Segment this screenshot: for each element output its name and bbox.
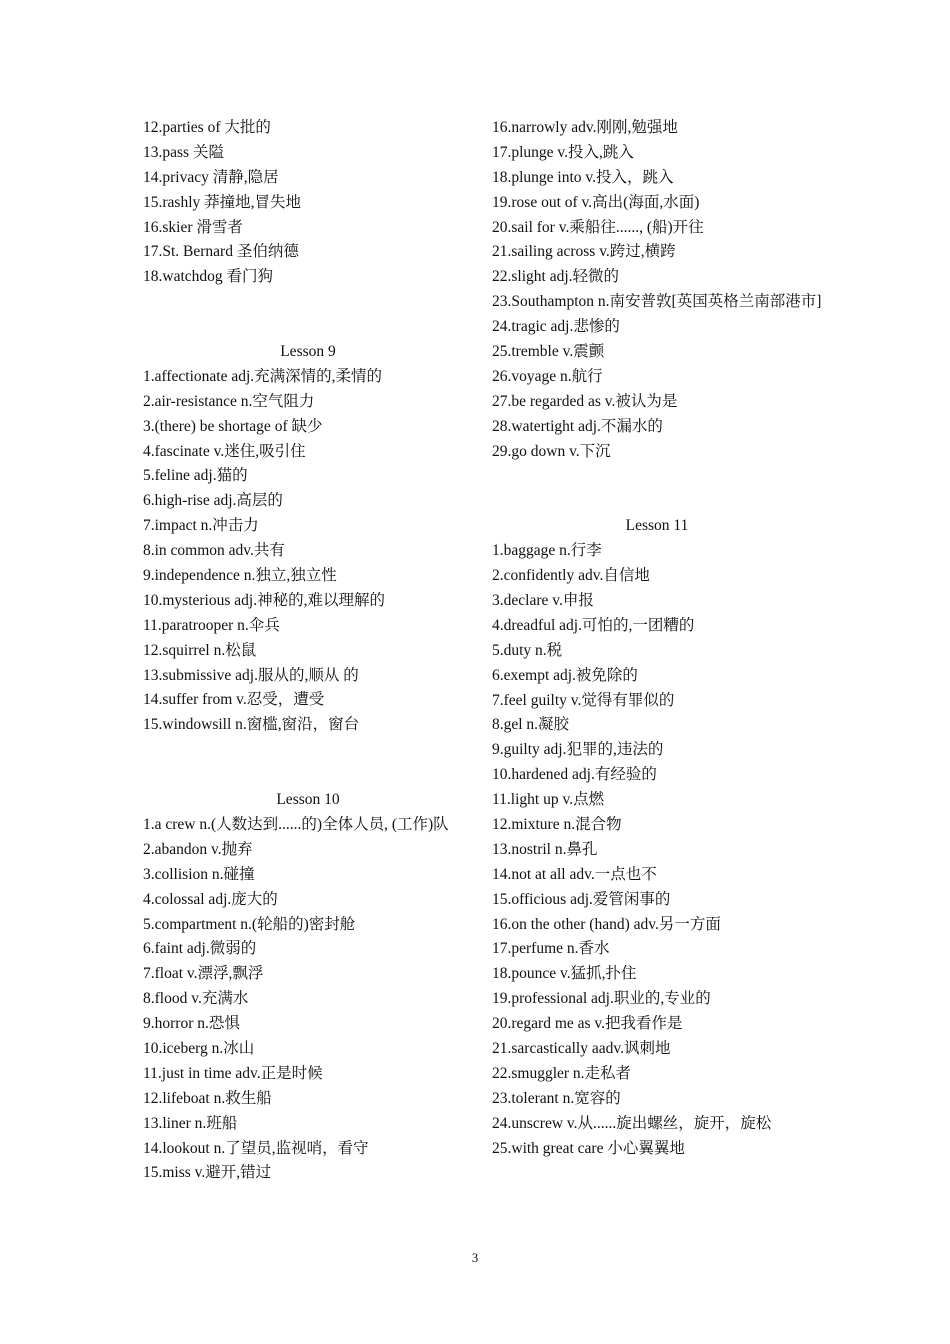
vocab-entry: 13.pass 关隘 [143,143,224,161]
vocab-entry: 7.float v.漂浮,飘浮 [143,965,264,983]
vocab-entry: 16.skier 滑雪者 [143,218,243,236]
vocab-entry: 3.collision n.碰撞 [143,865,255,883]
vocab-entry: 4.colossal adj.庞大的 [143,890,278,908]
lesson-heading: Lesson 11 [625,517,689,535]
vocab-entry: 15.rashly 莽撞地,冒失地 [143,193,302,211]
vocab-entry: 11.light up v.点燃 [492,791,605,809]
vocab-entry: 9.horror n.恐惧 [143,1015,240,1033]
vocab-entry: 6.high-rise adj.高层的 [143,492,283,510]
vocab-entry: 12.mixture n.混合物 [492,815,622,833]
vocab-entry: 12.squirrel n.松鼠 [143,641,257,659]
vocab-entry: 14.not at all adv.一点也不 [492,865,657,883]
page-number: 3 [471,1250,479,1265]
vocab-entry: 3.(there) be shortage of 缺少 [143,417,323,435]
vocab-entry: 7.impact n.冲击力 [143,517,259,535]
vocab-entry: 4.dreadful adj.可怕的,一团糟的 [492,616,695,634]
vocab-entry: 1.baggage n.行李 [492,542,602,560]
spacer [143,315,473,340]
vocab-entry: 17.St. Bernard 圣伯纳德 [143,243,299,261]
vocab-entry: 16.on the other (hand) adv.另一方面 [492,915,721,933]
vocab-entry: 3.declare v.申报 [492,591,594,609]
vocab-entry: 14.suffer from v.忍受，遭受 [143,691,325,709]
vocab-entry: 10.hardened adj.有经验的 [492,766,657,784]
vocab-entry: 24.tragic adj.悲惨的 [492,318,620,336]
vocab-entry: 9.independence n.独立,独立性 [143,567,337,585]
vocab-entry: 2.abandon v.抛弃 [143,840,253,858]
vocab-entry: 10.mysterious adj.神秘的,难以理解的 [143,591,385,609]
vocab-entry: 28.watertight adj.不漏水的 [492,417,663,435]
vocab-entry: 25.with great care 小心翼翼地 [492,1139,685,1157]
vocab-entry: 4.fascinate v.迷住,吸引住 [143,442,306,460]
vocab-entry: 21.sarcastically aadv.讽刺地 [492,1039,671,1057]
vocab-entry: 18.plunge into v.投入，跳入 [492,168,674,186]
vocab-entry: 6.exempt adj.被免除的 [492,666,638,684]
vocab-entry: 11.just in time adv.正是时候 [143,1064,323,1082]
vocab-entry: 5.feline adj.猫的 [143,467,248,485]
vocab-entry: 2.confidently adv.自信地 [492,567,650,585]
right-column [492,116,822,1161]
vocab-entry: 8.flood v.充满水 [143,990,249,1008]
spacer [143,290,473,315]
vocab-entry: 20.regard me as v.把我看作是 [492,1015,683,1033]
vocab-entry: 22.smuggler n.走私者 [492,1064,632,1082]
vocab-entry: 21.sailing across v.跨过,横跨 [492,243,676,261]
vocab-entry: 19.rose out of v.高出(海面,水面) [492,193,700,211]
vocab-entry: 19.professional adj.职业的,专业的 [492,990,711,1008]
vocab-entry: 23.tolerant n.宽容的 [492,1089,621,1107]
vocab-entry: 15.miss v.避开,错过 [143,1164,272,1182]
vocab-entry: 26.voyage n.航行 [492,367,603,385]
vocab-entry: 12.parties of 大批的 [143,119,271,136]
vocab-entry: 10.iceberg n.冰山 [143,1039,255,1057]
vocab-entry: 9.guilty adj.犯罪的,违法的 [492,741,664,759]
vocab-entry: 20.sail for v.乘船往......, (船)开往 [492,218,704,236]
lesson-heading: Lesson 10 [276,791,340,809]
vocab-entry: 16.narrowly adv.刚刚,勉强地 [492,119,678,136]
vocab-entry: 29.go down v.下沉 [492,442,611,460]
left-column [143,116,473,1186]
vocab-entry: 12.lifeboat n.救生船 [143,1089,272,1107]
vocab-entry: 24.unscrew v.从......旋出螺丝，旋开，旋松 [492,1114,772,1132]
vocab-entry: 22.slight adj.轻微的 [492,268,620,286]
vocab-entry: 8.in common adv.共有 [143,542,285,560]
vocab-entry: 18.pounce v.猛抓,扑住 [492,965,637,983]
vocab-entry: 23.Southampton n.南安普敦[英国英格兰南部港市] [492,293,822,311]
vocab-entry: 17.plunge v.投入,跳入 [492,143,634,161]
vocab-entry: 17.perfume n.香水 [492,940,610,958]
spacer [492,464,822,489]
vocab-entry: 27.be regarded as v.被认为是 [492,392,678,410]
vocab-entry: 14.privacy 清静,隐居 [143,168,279,186]
vocab-entry: 5.compartment n.(轮船的)密封舱 [143,915,356,933]
vocab-entry: 8.gel n.凝胶 [492,716,570,734]
vocab-entry: 2.air-resistance n.空气阻力 [143,392,315,410]
vocab-entry: 14.lookout n.了望员,监视哨，看守 [143,1139,369,1157]
vocab-entry: 15.windowsill n.窗槛,窗沿，窗台 [143,716,360,734]
spacer [143,738,473,763]
lesson-heading: Lesson 9 [280,343,336,361]
spacer [492,489,822,514]
vocab-entry: 18.watchdog 看门狗 [143,268,274,286]
spacer [143,763,473,788]
vocab-entry: 25.tremble v.震颤 [492,343,605,361]
vocab-entry: 1.affectionate adj.充满深情的,柔情的 [143,367,383,385]
vocab-entry: 15.officious adj.爱管闲事的 [492,890,671,908]
vocab-entry: 5.duty n.税 [492,641,563,659]
vocab-entry: 7.feel guilty v.觉得有罪似的 [492,691,675,709]
vocab-entry: 13.liner n.班船 [143,1114,238,1132]
vocab-entry: 6.faint adj.微弱的 [143,940,257,958]
vocab-entry: 1.a crew n.(人数达到......的)全体人员, (工作)队 [143,815,449,833]
vocab-entry: 11.paratrooper n.伞兵 [143,616,280,634]
vocab-entry: 13.nostril n.鼻孔 [492,840,598,858]
vocab-entry: 13.submissive adj.服从的,顺从 的 [143,666,359,684]
